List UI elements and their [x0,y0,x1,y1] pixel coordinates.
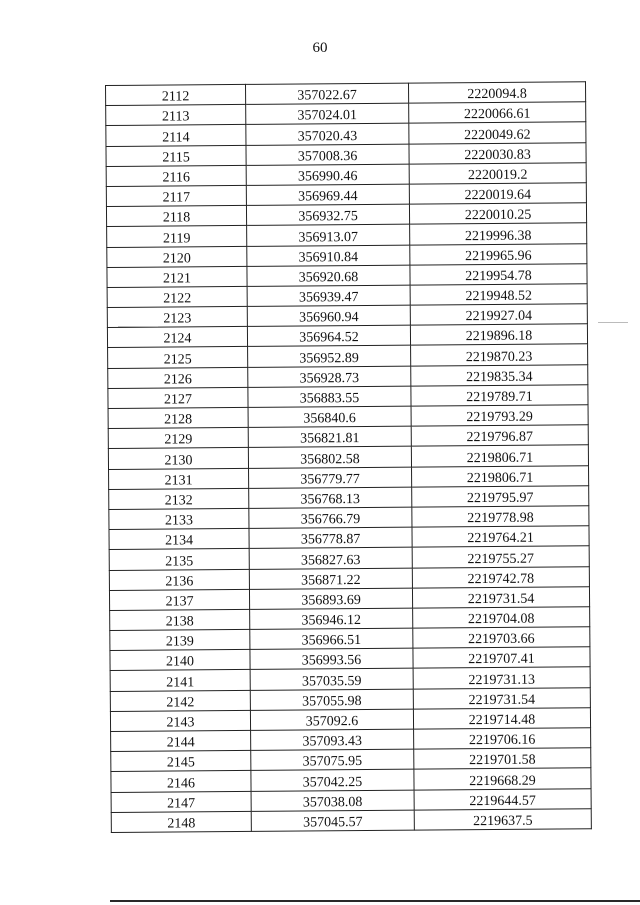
x-coordinate-cell: 357093.43 [251,729,414,750]
x-coordinate-cell: 356966.51 [250,628,413,649]
x-coordinate-cell: 356840.6 [248,406,411,427]
point-number-cell: 2141 [110,670,250,691]
scan-speck [118,326,158,327]
x-coordinate-cell: 357008.36 [246,144,409,165]
point-number-cell: 2120 [107,246,247,267]
x-coordinate-cell: 356964.52 [247,325,410,346]
y-coordinate-cell: 2219896.18 [410,324,587,346]
x-coordinate-cell: 357035.59 [250,669,413,690]
x-coordinate-cell: 357075.95 [251,749,414,770]
point-number-cell: 2128 [108,407,248,428]
x-coordinate-cell: 356928.73 [248,366,411,387]
y-coordinate-cell: 2219965.96 [410,243,587,265]
point-number-cell: 2114 [106,125,246,146]
point-number-cell: 2127 [108,387,248,408]
y-coordinate-cell: 2219731.13 [413,667,590,689]
scan-bottom-edge [110,900,640,902]
point-number-cell: 2118 [106,206,246,227]
x-coordinate-cell: 356990.46 [246,164,409,185]
x-coordinate-cell: 356939.47 [247,285,410,306]
x-coordinate-cell: 357024.01 [246,103,409,124]
y-coordinate-cell: 2219644.57 [414,788,591,810]
x-coordinate-cell: 356821.81 [248,426,411,447]
point-number-cell: 2140 [110,650,250,671]
x-coordinate-cell: 356779.77 [249,467,412,488]
y-coordinate-cell: 2219668.29 [414,768,591,790]
y-coordinate-cell: 2219996.38 [410,223,587,245]
point-number-cell: 2112 [106,84,246,105]
point-number-cell: 2121 [107,266,247,287]
x-coordinate-cell: 356932.75 [246,204,409,225]
y-coordinate-cell: 2219704.08 [413,607,590,629]
y-coordinate-cell: 2219731.54 [412,586,589,608]
y-coordinate-cell: 2219927.04 [410,304,587,326]
y-coordinate-cell: 2220010.25 [409,203,586,225]
x-coordinate-cell: 356802.58 [248,446,411,467]
point-number-cell: 2115 [106,145,246,166]
x-coordinate-cell: 356913.07 [247,224,410,245]
point-number-cell: 2145 [111,751,251,772]
x-coordinate-cell: 356827.63 [249,547,412,568]
y-coordinate-cell: 2219706.16 [414,728,591,750]
point-number-cell: 2122 [107,286,247,307]
point-number-cell: 2129 [108,428,248,449]
scan-speck [598,322,628,323]
point-number-cell: 2124 [107,327,247,348]
point-number-cell: 2135 [109,549,249,570]
y-coordinate-cell: 2219954.78 [410,263,587,285]
point-number-cell: 2138 [110,609,250,630]
x-coordinate-cell: 356910.84 [247,245,410,266]
y-coordinate-cell: 2219742.78 [412,566,589,588]
point-number-cell: 2119 [107,226,247,247]
point-number-cell: 2126 [108,367,248,388]
point-number-cell: 2133 [109,508,249,529]
point-number-cell: 2142 [110,690,250,711]
x-coordinate-cell: 357022.67 [245,83,408,104]
y-coordinate-cell: 2219637.5 [414,808,591,830]
point-number-cell: 2125 [108,347,248,368]
point-number-cell: 2116 [106,165,246,186]
y-coordinate-cell: 2219764.21 [412,526,589,548]
y-coordinate-cell: 2219948.52 [410,284,587,306]
x-coordinate-cell: 356969.44 [246,184,409,205]
x-coordinate-cell: 356946.12 [250,608,413,629]
y-coordinate-cell: 2219806.71 [411,445,588,467]
point-number-cell: 2132 [109,488,249,509]
y-coordinate-cell: 2219793.29 [411,405,588,427]
x-coordinate-cell: 356920.68 [247,265,410,286]
y-coordinate-cell: 2219789.71 [411,385,588,407]
y-coordinate-cell: 2220019.64 [409,183,586,205]
point-number-cell: 2148 [111,811,251,832]
y-coordinate-cell: 2219714.48 [413,708,590,730]
point-number-cell: 2113 [106,105,246,126]
x-coordinate-cell: 356871.22 [249,568,412,589]
y-coordinate-cell: 2219870.23 [411,344,588,366]
x-coordinate-cell: 356778.87 [249,527,412,548]
y-coordinate-cell: 2220030.83 [409,142,586,164]
table-row [111,808,591,832]
x-coordinate-cell: 357045.57 [251,810,414,831]
x-coordinate-cell: 357092.6 [250,709,413,730]
point-number-cell: 2136 [109,569,249,590]
point-number-cell: 2139 [110,629,250,650]
y-coordinate-cell: 2220094.8 [408,82,585,104]
x-coordinate-cell: 356960.94 [247,305,410,326]
point-number-cell: 2147 [111,791,251,812]
x-coordinate-cell: 357055.98 [250,689,413,710]
y-coordinate-cell: 2220049.62 [409,122,586,144]
y-coordinate-cell: 2219778.98 [412,506,589,528]
point-number-cell: 2144 [111,730,251,751]
x-coordinate-cell: 356993.56 [250,648,413,669]
y-coordinate-cell: 2219806.71 [412,465,589,487]
x-coordinate-cell: 357042.25 [251,769,414,790]
y-coordinate-cell: 2219796.87 [411,425,588,447]
y-coordinate-cell: 2219731.54 [413,687,590,709]
x-coordinate-cell: 356952.89 [248,346,411,367]
y-coordinate-cell: 2220019.2 [409,162,586,184]
point-number-cell: 2117 [106,185,246,206]
x-coordinate-cell: 357020.43 [246,123,409,144]
x-coordinate-cell: 356768.13 [249,487,412,508]
x-coordinate-cell: 356883.55 [248,386,411,407]
point-number-cell: 2137 [109,589,249,610]
point-number-cell: 2123 [107,306,247,327]
coordinates-table-body [106,82,592,833]
point-number-cell: 2134 [109,529,249,550]
x-coordinate-cell: 357038.08 [251,790,414,811]
x-coordinate-cell: 356766.79 [249,507,412,528]
coordinates-table-container [105,81,591,833]
point-number-cell: 2130 [108,448,248,469]
coordinates-table [105,81,592,833]
point-number-cell: 2131 [109,468,249,489]
point-number-cell: 2146 [111,771,251,792]
y-coordinate-cell: 2220066.61 [409,102,586,124]
page-number: 60 [312,40,328,56]
y-coordinate-cell: 2219755.27 [412,546,589,568]
x-coordinate-cell: 356893.69 [249,588,412,609]
y-coordinate-cell: 2219707.41 [413,647,590,669]
y-coordinate-cell: 2219703.66 [413,627,590,649]
y-coordinate-cell: 2219701.58 [414,748,591,770]
y-coordinate-cell: 2219795.97 [412,485,589,507]
point-number-cell: 2143 [110,710,250,731]
y-coordinate-cell: 2219835.34 [411,364,588,386]
